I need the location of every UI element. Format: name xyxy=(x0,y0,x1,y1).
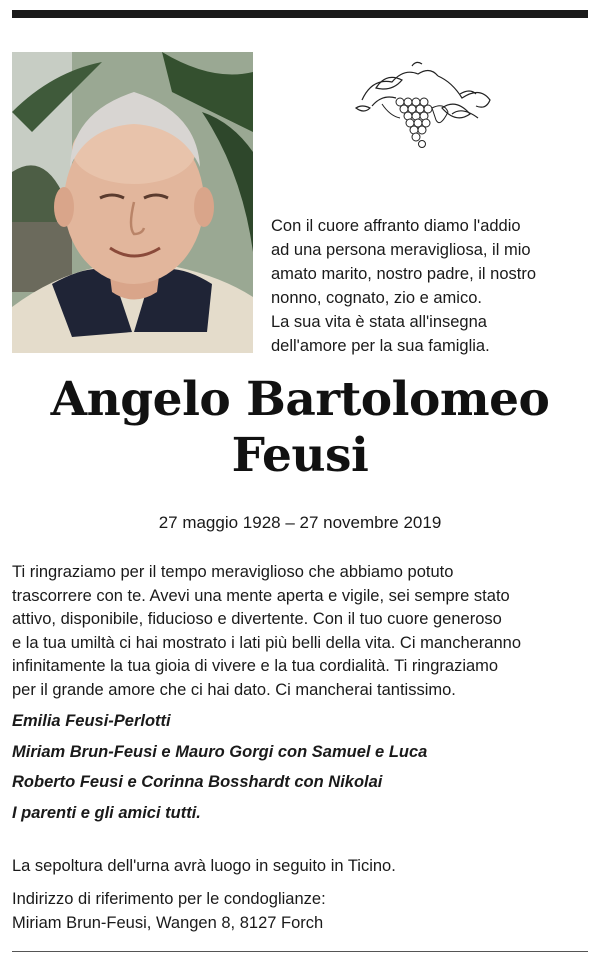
signer: Roberto Feusi e Corinna Bosshardt con Nikolai xyxy=(12,773,383,791)
deceased-name-line1: Angelo Bartolomeo xyxy=(50,372,550,427)
message-line: e la tua umiltà ci hai mostrato i lati più belli della vita. Ci mancheranno xyxy=(12,633,522,652)
grape-vine-icon xyxy=(352,58,494,158)
signers-list xyxy=(12,709,590,831)
intro-line: amato marito, nostro padre, il nostro xyxy=(271,265,537,283)
intro-text xyxy=(271,214,581,358)
deceased-name-line2: Feusi xyxy=(231,428,369,483)
intro-line: Con il cuore affranto diamo l'addio xyxy=(271,217,521,235)
message-line: trascorrere con te. Avevi una mente aperta e vigile, sei sempre stato xyxy=(12,586,510,605)
condolence-address xyxy=(12,887,590,935)
condolence-address-value: Miriam Brun-Feusi, Wangen 8, 8127 Forch xyxy=(12,914,324,932)
message-line: attivo, disponibile, fiducioso e divertente. Con il tuo cuore generoso xyxy=(12,610,502,629)
message-line: Ti ringraziamo per il tempo meraviglioso che abbiamo potuto xyxy=(12,563,454,581)
message-text xyxy=(12,561,590,703)
intro-line: La sua vita è stata all'insegna xyxy=(271,313,487,331)
portrait-illustration xyxy=(12,52,253,353)
signer: Miriam Brun-Feusi e Mauro Gorgi con Samuel e Luca xyxy=(12,742,428,761)
message-line: per il grande amore che ci hai dato. Ci mancherai tantissimo. xyxy=(12,680,456,699)
intro-line: dell'amore per la sua famiglia. xyxy=(271,337,490,355)
portrait-photo xyxy=(12,52,253,353)
intro-line: nonno, cognato, zio e amico. xyxy=(271,289,482,307)
intro-line: ad una persona meravigliosa, il mio xyxy=(271,241,531,259)
burial-notice: La sepoltura dell'urna avrà luogo in seguito in Ticino. xyxy=(12,857,396,875)
bottom-rule xyxy=(12,951,588,952)
signer: I parenti e gli amici tutti. xyxy=(12,803,201,822)
signer: Emilia Feusi-Perlotti xyxy=(12,712,171,730)
top-rule xyxy=(12,10,588,18)
deceased-name xyxy=(0,372,600,484)
message-line: infinitamente la tua gioia di vivere e la tua cordialità. Ti ringraziamo xyxy=(12,657,499,676)
life-dates: 27 maggio 1928 – 27 novembre 2019 xyxy=(158,513,442,532)
condolence-address-label: Indirizzo di riferimento per le condoglianze: xyxy=(12,890,326,908)
